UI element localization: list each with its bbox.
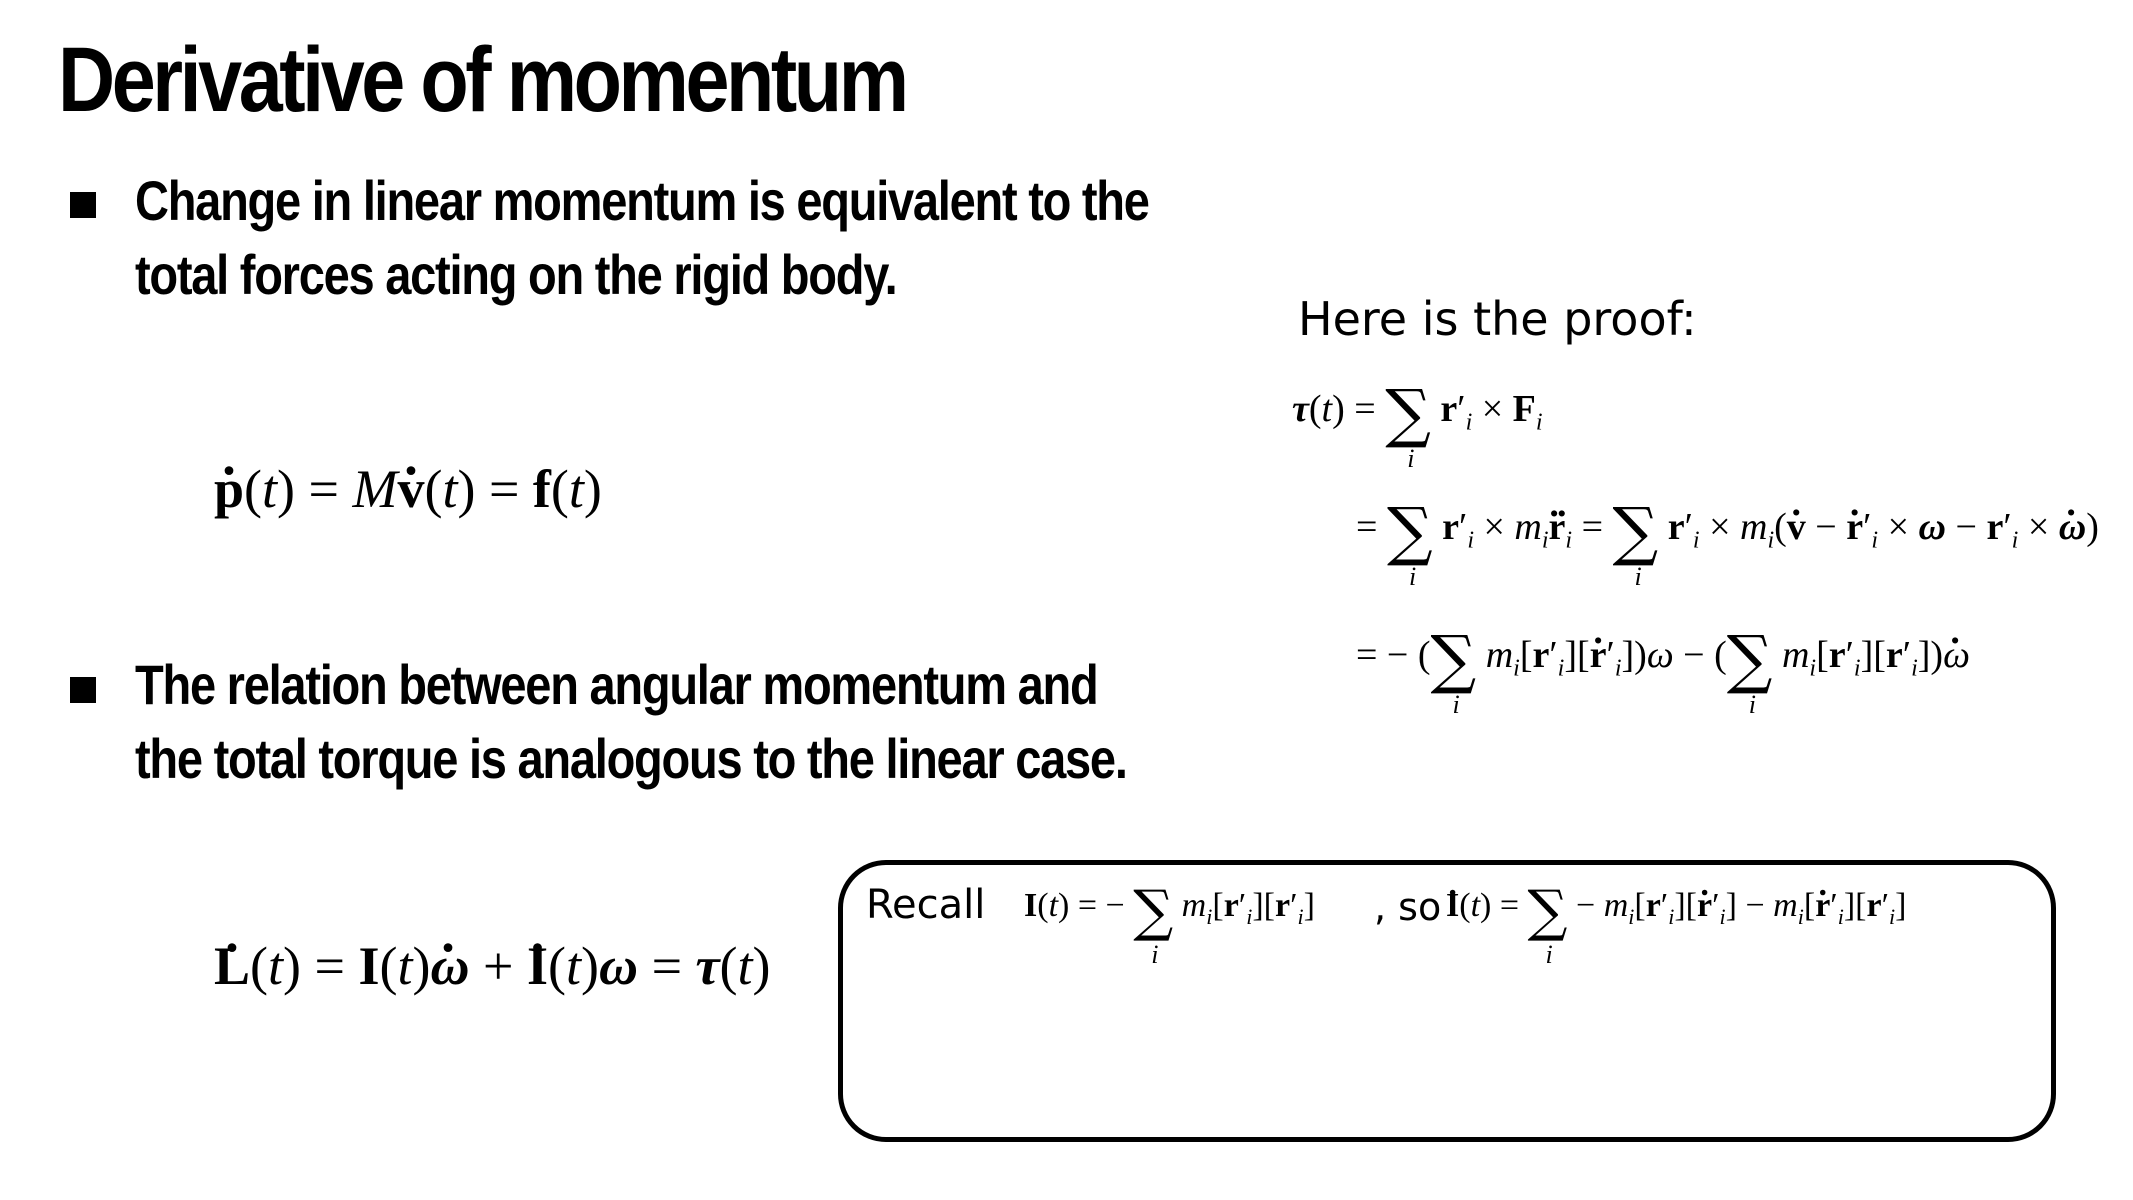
proof-label: Here is the proof: [1298, 292, 1697, 346]
bullet-text-2-line-2: the total torque is analogous to the linear case. [135, 727, 1127, 790]
bullet-marker [70, 192, 96, 218]
recall-inertia-equation: I(t) = − ∑ i $m_i[r'_i][r'_i]$ [1024, 879, 1315, 969]
angular-momentum-equation: . L(t) = I(t). ω + . I(t)ω = τ(t) [214, 935, 770, 997]
recall-label: Recall [866, 882, 986, 928]
bullet-text-2-line-1: The relation between angular momentum and [135, 653, 1098, 716]
bullet-text-1-line-2: total forces acting on the rigid body. [135, 243, 897, 306]
bullet-marker [70, 677, 96, 703]
recall-inertia-derivative-equation: . I(t) = ∑ i − $m_i[r'_i]$[. $r'_i] - m_i$[. $r'_i][r'_i]$ [1446, 884, 1906, 940]
page-title: Derivative of momentum [58, 29, 906, 131]
linear-momentum-equation: . p(t) = M. v(t) = f(t) [214, 458, 602, 520]
recall-so-text: , so [1374, 885, 1442, 929]
proof-line-2: = ∑ i $r'_i \times m_i$.. $r_i$ = ∑ i $r'_i \times m_i$(. v − . $r'_i \times \omega - r'_i$ × . ω) [1356, 500, 2099, 564]
proof-line-1: τ(t) = ∑ i $r'_i \times F_i$ [1292, 377, 1543, 473]
bullet-text-1-line-1: Change in linear momentum is equivalent to the [135, 169, 1149, 232]
proof-line-3: = − (∑ i $m_i[r'_i]$[. $r'_i])\omega$ − (∑ i $m_i[r'_i][r'_i]$). ω [1356, 628, 1970, 692]
